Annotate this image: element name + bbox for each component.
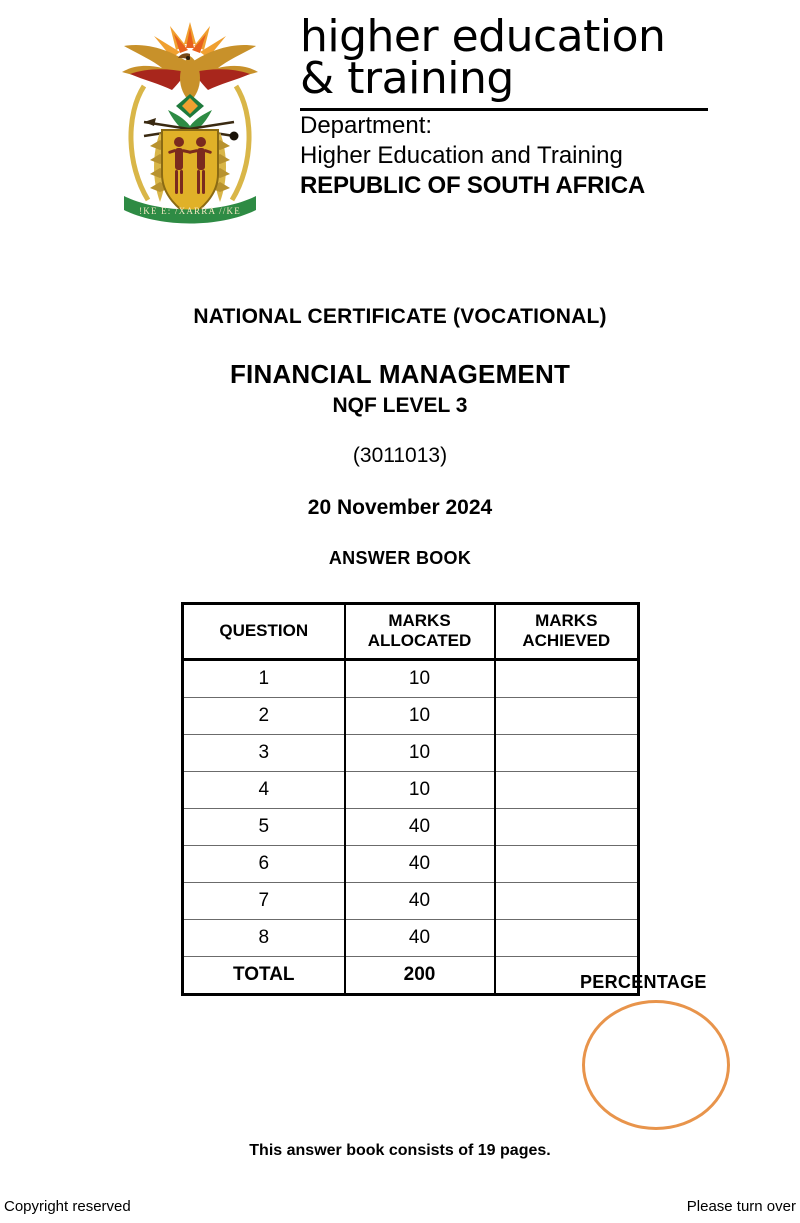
cell-question: 7	[183, 883, 345, 920]
cell-marks-allocated: 40	[345, 809, 495, 846]
footer-turn-over: Please turn over	[686, 1198, 796, 1215]
cell-marks-achieved[interactable]	[495, 660, 639, 698]
cell-marks-allocated: 10	[345, 772, 495, 809]
exam-programme: NATIONAL CERTIFICATE (VOCATIONAL)	[193, 305, 607, 328]
marks-table-container	[181, 602, 637, 996]
cell-marks-allocated: 10	[345, 735, 495, 772]
cell-question: 3	[183, 735, 345, 772]
cell-total-allocated: 200	[345, 957, 495, 995]
column-header-question	[183, 604, 345, 660]
table-header-row	[183, 604, 639, 660]
cell-marks-allocated: 10	[345, 660, 495, 698]
column-header-achieved-line1: MARKS	[535, 611, 598, 630]
exam-nqf-level: NQF LEVEL 3	[332, 394, 468, 417]
department-logo-text	[300, 11, 720, 224]
cell-marks-allocated: 40	[345, 920, 495, 957]
table-row	[183, 660, 639, 698]
cell-marks-achieved[interactable]	[495, 772, 639, 809]
marks-table	[181, 602, 640, 996]
percentage-label: PERCENTAGE	[580, 972, 707, 992]
footer-copyright: Copyright reserved	[4, 1198, 131, 1215]
column-header-allocated-line1: MARKS	[388, 611, 451, 630]
percentage-circle[interactable]	[582, 1000, 730, 1130]
cell-marks-allocated: 10	[345, 698, 495, 735]
south-africa-coat-of-arms-icon	[100, 14, 280, 236]
document-header	[0, 0, 800, 240]
brand-line-2: & training	[300, 53, 514, 104]
table-row	[183, 698, 639, 735]
exam-subject-code: (3011013)	[352, 444, 448, 467]
column-header-marks-allocated	[345, 604, 495, 660]
exam-title-block	[0, 305, 800, 569]
column-header-achieved-line2: ACHIEVED	[522, 631, 611, 650]
table-row	[183, 809, 639, 846]
svg-text:!KE E: /XARRA //KE: !KE E: /XARRA //KE	[139, 206, 241, 216]
table-row	[183, 846, 639, 883]
cell-marks-achieved[interactable]	[495, 883, 639, 920]
cell-marks-achieved[interactable]	[495, 846, 639, 883]
cell-marks-achieved[interactable]	[495, 735, 639, 772]
cell-question: 4	[183, 772, 345, 809]
column-header-question-line1: QUESTION	[219, 621, 309, 640]
exam-subject: FINANCIAL MANAGEMENT	[229, 359, 571, 389]
cell-total-label: TOTAL	[183, 957, 345, 995]
cell-marks-allocated: 40	[345, 883, 495, 920]
percentage-group	[560, 972, 760, 1137]
page-count-note: This answer book consists of 19 pages.	[249, 1142, 551, 1159]
cell-marks-achieved[interactable]	[495, 920, 639, 957]
exam-date: 20 November 2024	[307, 496, 493, 519]
table-row	[183, 883, 639, 920]
cell-marks-allocated: 40	[345, 846, 495, 883]
cell-question: 6	[183, 846, 345, 883]
department-name: Higher Education and Training	[300, 142, 623, 169]
page-footer	[0, 1198, 800, 1223]
answer-book-label: ANSWER BOOK	[328, 548, 472, 568]
cell-marks-achieved[interactable]	[495, 698, 639, 735]
cell-question: 2	[183, 698, 345, 735]
table-row	[183, 772, 639, 809]
department-label: Department:	[300, 112, 433, 139]
cell-question: 1	[183, 660, 345, 698]
country-name: REPUBLIC OF SOUTH AFRICA	[300, 172, 645, 199]
cell-question: 5	[183, 809, 345, 846]
column-header-marks-achieved	[495, 604, 639, 660]
brand-line-1: higher education	[300, 11, 666, 62]
table-row	[183, 920, 639, 957]
table-row	[183, 735, 639, 772]
cell-question: 8	[183, 920, 345, 957]
column-header-allocated-line2: ALLOCATED	[367, 631, 472, 650]
cell-marks-achieved[interactable]	[495, 809, 639, 846]
